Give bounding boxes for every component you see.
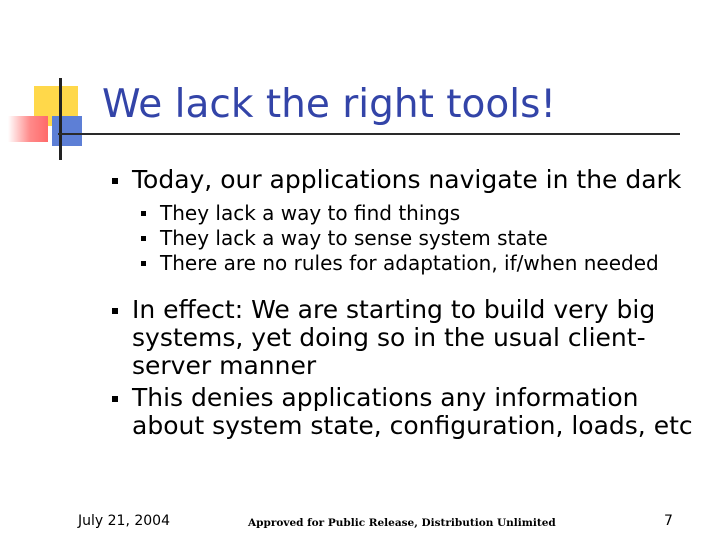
bullet-text: This denies applications any information about system state, configuration, loads, etc — [132, 383, 693, 440]
footer-date: July 21, 2004 — [78, 513, 170, 529]
square-bullet-icon — [141, 211, 146, 216]
square-bullet-icon — [112, 178, 118, 184]
sub-bullet-item — [138, 251, 698, 276]
footer-notice: Approved for Public Release, Distribution Unlimited — [248, 517, 556, 529]
sub-bullet-item — [138, 226, 698, 251]
bullet-list-top — [108, 166, 698, 194]
sub-bullet-list — [138, 201, 698, 276]
bullet-text: Today, our applications navigate in the dark — [132, 165, 682, 194]
bullet-list-bottom — [108, 296, 698, 440]
logo-red-square — [8, 116, 48, 142]
bullet-item — [108, 384, 698, 440]
page-number: 7 — [664, 513, 673, 529]
sub-bullet-text: There are no rules for adaptation, if/when needed — [160, 251, 659, 275]
logo-blue-square — [52, 116, 82, 146]
slide-title: We lack the right tools! — [102, 82, 557, 127]
square-bullet-icon — [141, 261, 146, 266]
square-bullet-icon — [141, 236, 146, 241]
logo-vertical-line — [59, 78, 62, 160]
square-bullet-icon — [112, 308, 118, 314]
bullet-item — [108, 166, 698, 194]
sub-bullet-item — [138, 201, 698, 226]
bullet-item — [108, 296, 698, 380]
sub-bullet-text: They lack a way to sense system state — [160, 226, 548, 250]
title-divider — [58, 133, 680, 135]
sub-bullet-text: They lack a way to find things — [160, 201, 461, 225]
square-bullet-icon — [112, 396, 118, 402]
bullet-text: In effect: We are starting to build very big systems, yet doing so in the usual client-server manner — [132, 295, 656, 380]
